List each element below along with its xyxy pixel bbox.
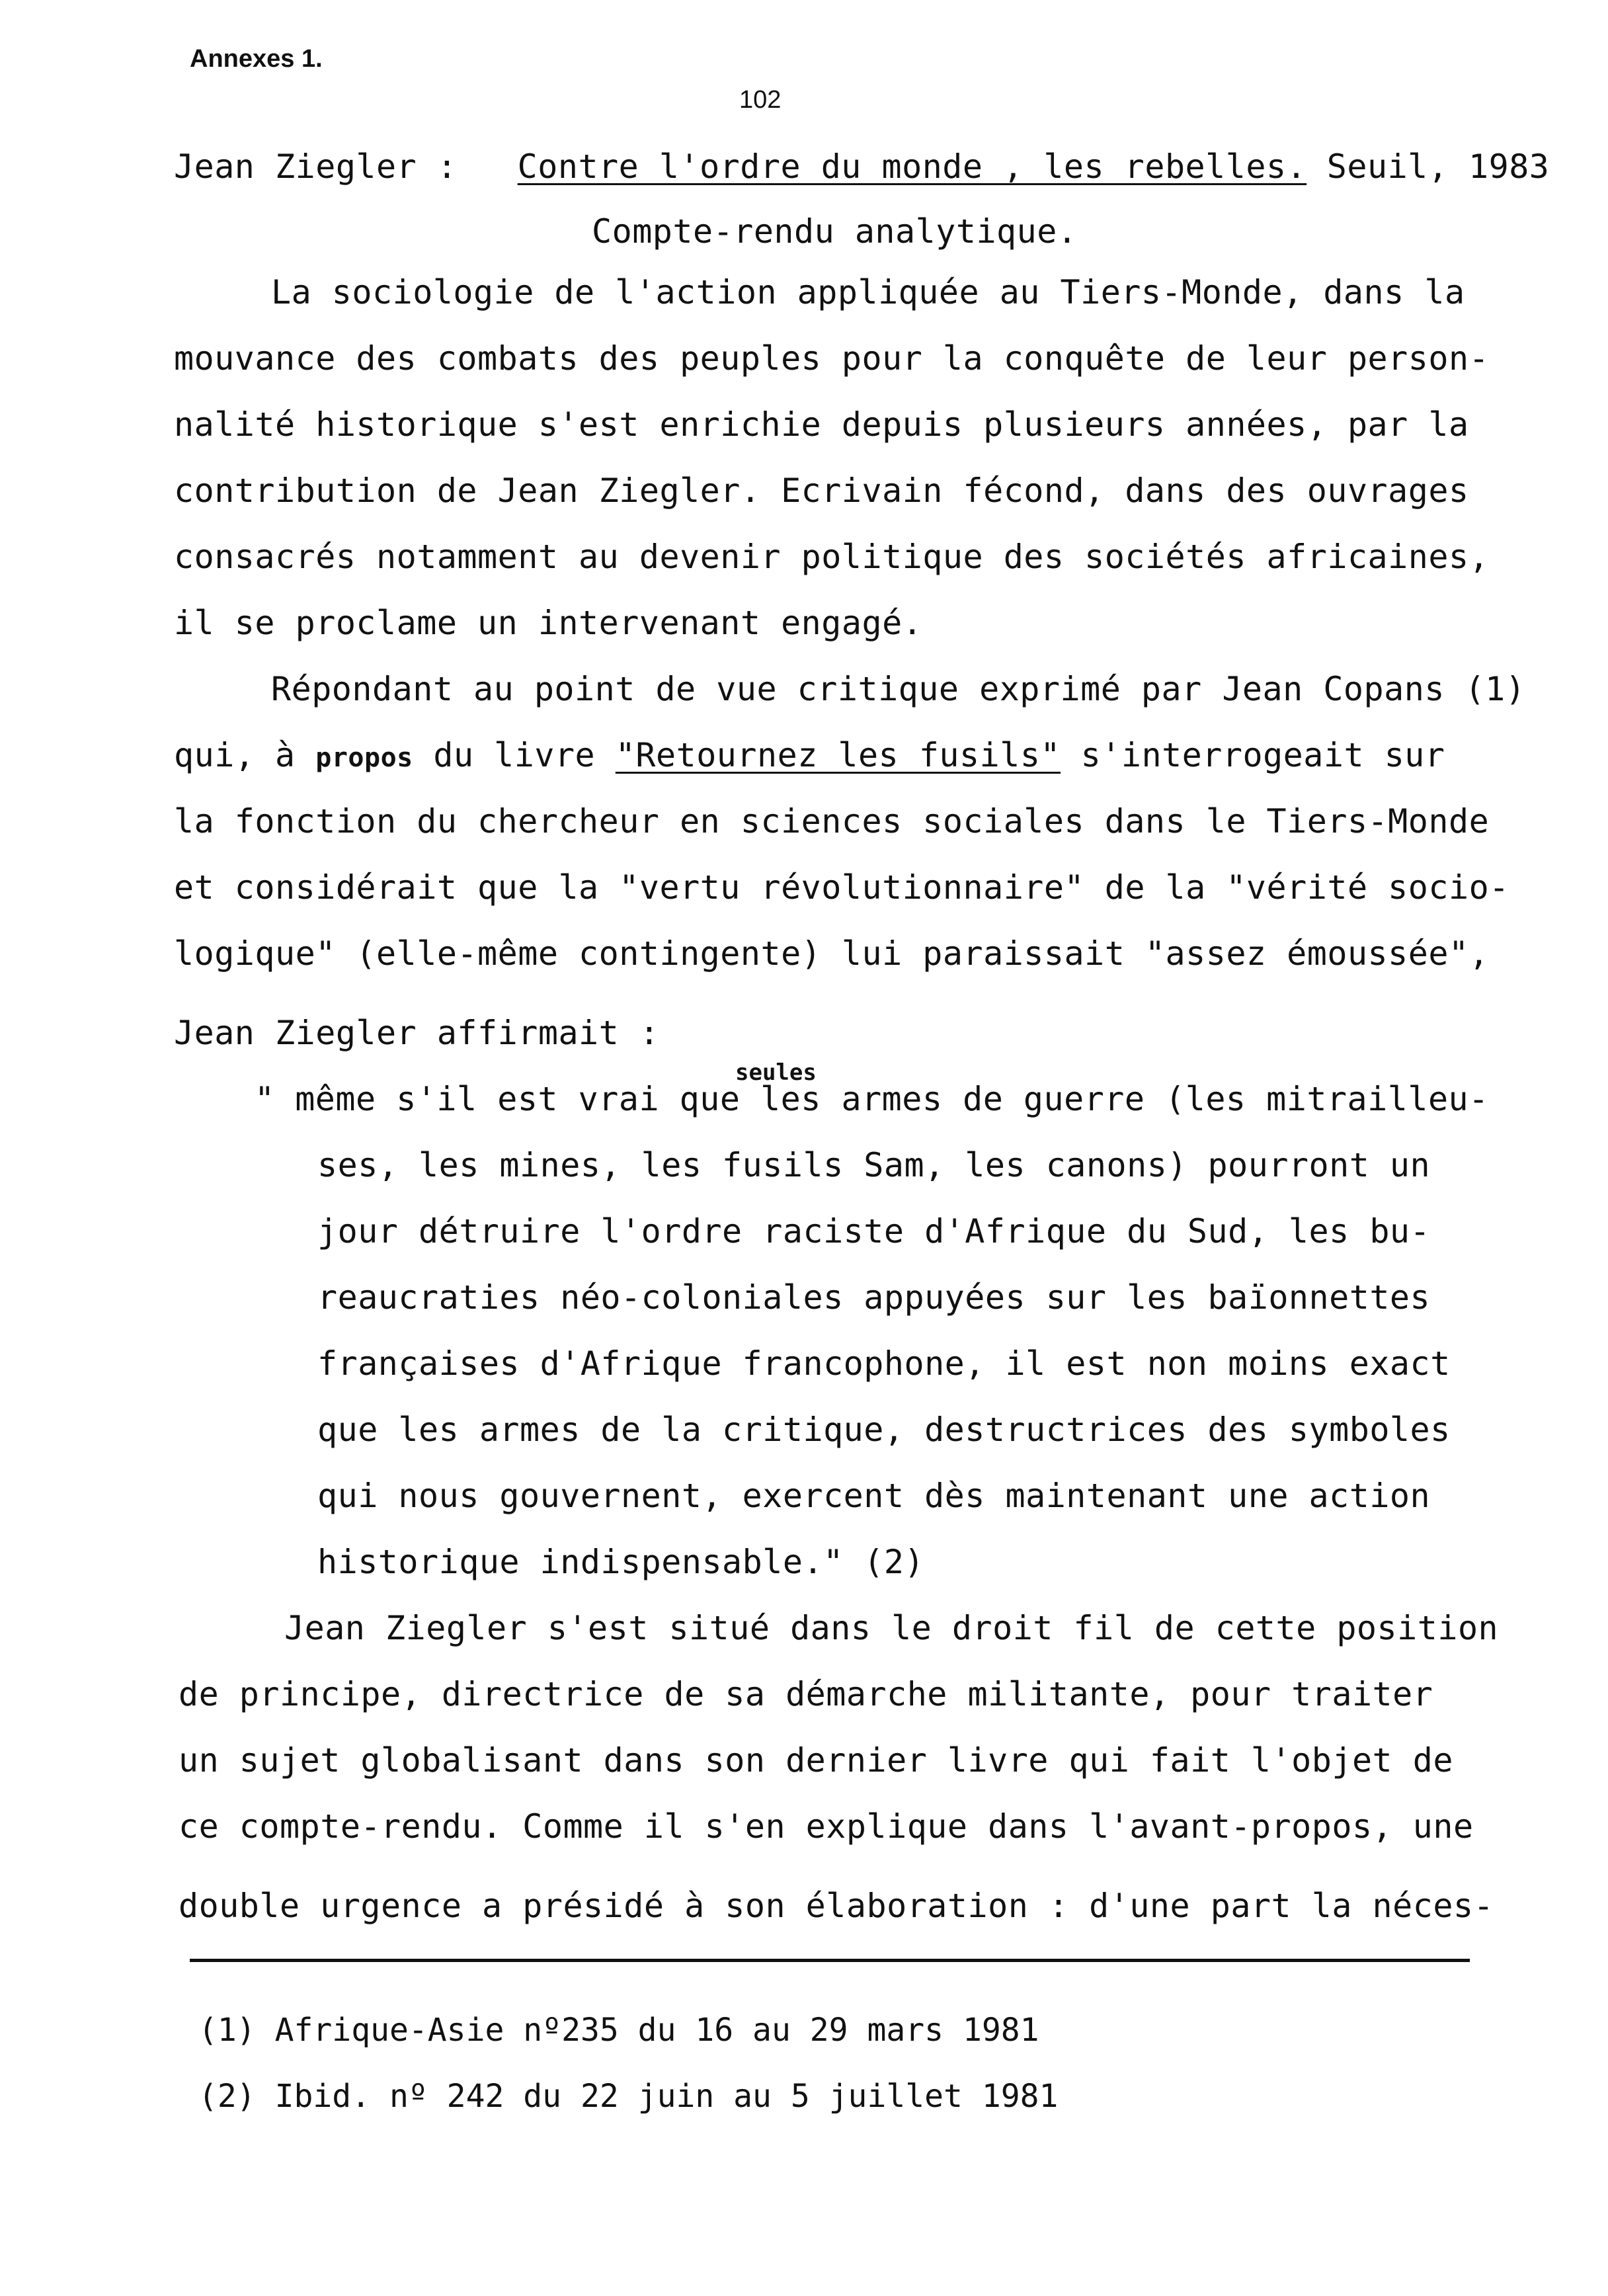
subtitle: Compte-rendu analytique. xyxy=(592,212,1078,251)
paragraph1-line: consacrés notamment au devenir politique des sociétés africaines, xyxy=(174,538,1490,576)
annex-label: Annexes 1. xyxy=(190,45,323,73)
inserted-word: seules xyxy=(735,1059,817,1086)
quote-line: reaucraties néo-coloniales appuyées sur les baïonnettes xyxy=(317,1278,1431,1317)
quote-line: que les armes de la critique, destructrices des symboles xyxy=(317,1411,1451,1449)
paragraph2-line: Jean Ziegler affirmait : xyxy=(174,1014,660,1052)
cited-book-title: "Retournez les fusils" xyxy=(615,736,1061,774)
paragraph1-line: il se proclame un intervenant engagé. xyxy=(174,604,923,642)
quote-line: françaises d'Afrique francophone, il est non moins exact xyxy=(317,1344,1451,1383)
page-number: 102 xyxy=(739,86,782,114)
paragraph3-line: double urgence a présidé à son élaboration : d'une part la néces- xyxy=(179,1887,1494,1925)
paragraph3-line: un sujet globalisant dans son dernier livre qui fait l'objet de xyxy=(179,1741,1453,1780)
paragraph1-line: contribution de Jean Ziegler. Ecrivain fécond, dans des ouvrages xyxy=(174,472,1469,510)
line-prefix: qui, à xyxy=(174,736,296,774)
footnote: (1) Afrique-Asie nº235 du 16 au 29 mars 1981 xyxy=(198,2012,1039,2049)
line-middle: du livre xyxy=(433,736,596,774)
title-line xyxy=(174,147,1549,186)
quote-line: " même s'il est vrai que les armes de guerre (les mitrailleu- xyxy=(255,1080,1489,1118)
quote-line: qui nous gouvernent, exercent dès maintenant une action xyxy=(317,1477,1431,1515)
paragraph3-line: ce compte-rendu. Comme il s'en explique dans l'avant-propos, une xyxy=(179,1807,1474,1846)
paragraph1-line: mouvance des combats des peuples pour la conquête de leur person- xyxy=(174,339,1490,378)
footnote: (2) Ibid. nº 242 du 22 juin au 5 juillet 1981 xyxy=(198,2078,1059,2115)
quote-line: jour détruire l'ordre raciste d'Afrique du Sud, les bu- xyxy=(317,1212,1431,1250)
publisher: Seuil, 1983 xyxy=(1326,147,1550,186)
paragraph1-line: nalité historique s'est enrichie depuis plusieurs années, par la xyxy=(174,405,1469,444)
paragraph3-line: Jean Ziegler s'est situé dans le droit fil de cette position xyxy=(284,1609,1499,1647)
footnote-separator xyxy=(190,1959,1470,1962)
line-suffix: s'interrogeait sur xyxy=(1080,736,1445,774)
quote-line: ses, les mines, les fusils Sam, les canons) pourront un xyxy=(317,1146,1431,1184)
paragraph2-line: Répondant au point de vue critique exprimé par Jean Copans (1) xyxy=(271,670,1526,708)
quote-line: historique indispensable." (2) xyxy=(317,1543,925,1581)
struck-word: propos xyxy=(315,743,413,773)
author-prefix: Jean Ziegler : xyxy=(174,147,458,186)
paragraph2-line-with-title xyxy=(174,735,1445,778)
book-title: Contre l'ordre du monde , les rebelles. xyxy=(517,147,1307,186)
paragraph2-line: et considérait que la "vertu révolutionnaire" de la "vérité socio- xyxy=(174,868,1509,907)
paragraph1-line: La sociologie de l'action appliquée au Tiers-Monde, dans la xyxy=(271,273,1465,311)
paragraph3-line: de principe, directrice de sa démarche militante, pour traiter xyxy=(179,1675,1433,1713)
paragraph2-line: la fonction du chercheur en sciences sociales dans le Tiers-Monde xyxy=(174,802,1490,840)
paragraph2-line: logique" (elle-même contingente) lui paraissait "assez émoussée", xyxy=(174,934,1490,973)
